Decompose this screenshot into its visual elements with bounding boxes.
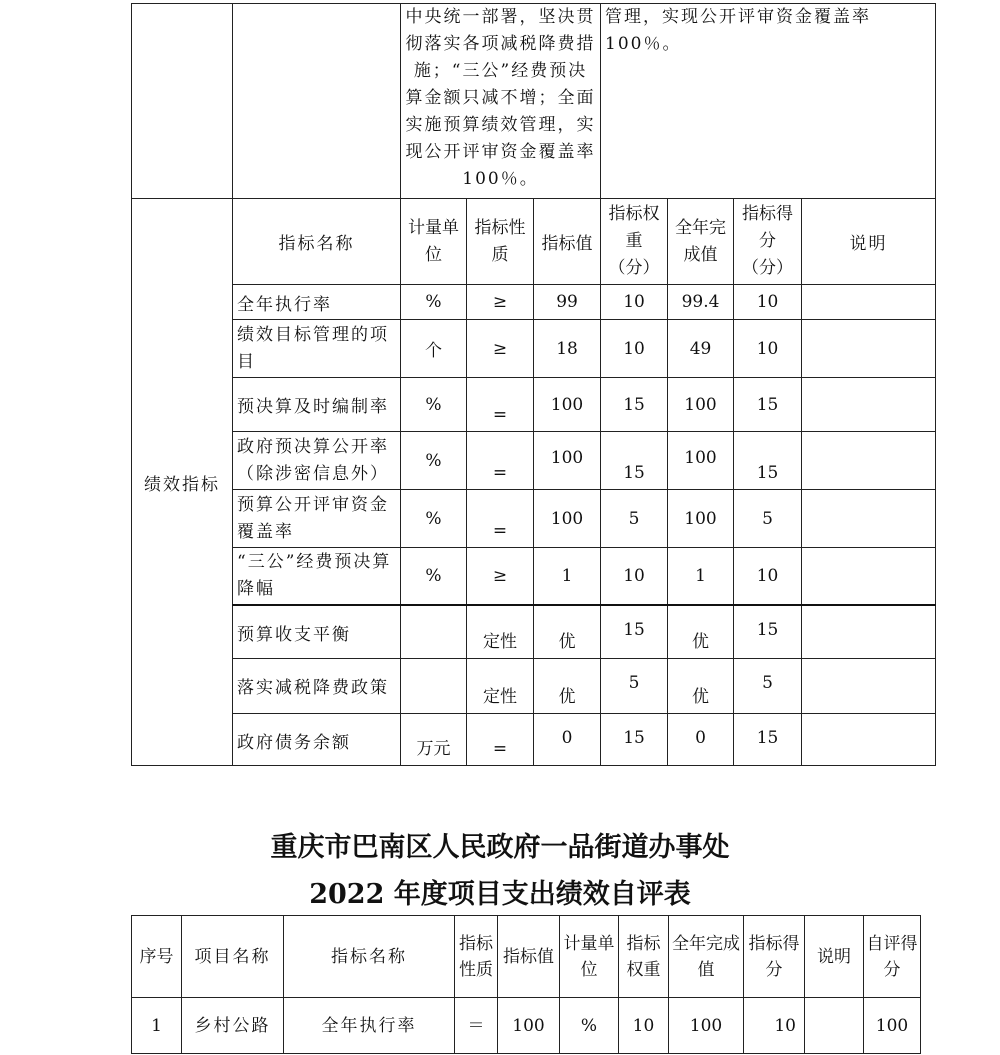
row-completed: 0 <box>668 714 734 766</box>
row-unit: 个 <box>401 320 467 378</box>
row-nature: = <box>467 714 534 766</box>
row-value: 100 <box>534 378 601 432</box>
row-nature: = <box>467 490 534 548</box>
row-nature: 定性 <box>467 659 534 714</box>
row-name: 落实减税降费政策 <box>233 659 401 714</box>
header-project: 项目名称 <box>182 916 284 998</box>
header-note: 说明 <box>805 916 864 998</box>
row-value: 100 <box>498 998 560 1054</box>
row-completed: 100 <box>668 378 734 432</box>
header-name: 指标名称 <box>233 199 401 285</box>
row-value: 100 <box>534 490 601 548</box>
row-note <box>805 998 864 1054</box>
header-row <box>132 916 921 998</box>
row-value: 优 <box>534 659 601 714</box>
project-self-evaluation-table <box>131 915 921 1054</box>
header-completed: 全年完成值 <box>668 199 734 285</box>
row-note <box>802 605 936 659</box>
header-score: 指标得分 <box>744 916 805 998</box>
header-completed: 全年完成值 <box>669 916 744 998</box>
row-unit: % <box>401 432 467 490</box>
row-note <box>802 490 936 548</box>
row-completed: 100 <box>668 432 734 490</box>
row-value: 优 <box>534 605 601 659</box>
row-nature: 定性 <box>467 605 534 659</box>
performance-indicator-table <box>131 3 936 766</box>
row-weight: 5 <box>601 659 668 714</box>
row-score: 5 <box>734 659 802 714</box>
page-title: 重庆市巴南区人民政府一品街道办事处 <box>270 832 730 863</box>
row-score: 10 <box>734 548 802 605</box>
table-row <box>132 320 936 378</box>
header-nature: 指标性质 <box>467 199 534 285</box>
row-completed: 99.4 <box>668 285 734 320</box>
row-completed: 优 <box>668 659 734 714</box>
row-value: 1 <box>534 548 601 605</box>
row-unit: 万元 <box>401 714 467 766</box>
row-note <box>802 659 936 714</box>
header-value: 指标值 <box>498 916 560 998</box>
row-unit: % <box>560 998 619 1054</box>
row-project: 乡村公路 <box>182 998 284 1054</box>
table-row <box>132 285 936 320</box>
row-unit: % <box>401 378 467 432</box>
table-row <box>132 998 921 1054</box>
header-self-score: 自评得分 <box>864 916 921 998</box>
row-score: 10 <box>734 285 802 320</box>
row-score: 10 <box>734 320 802 378</box>
section-label: 绩效指标 <box>132 199 233 766</box>
row-weight: 10 <box>601 320 668 378</box>
row-note <box>802 378 936 432</box>
row-score: 15 <box>734 605 802 659</box>
row-score: 5 <box>734 490 802 548</box>
row-weight: 5 <box>601 490 668 548</box>
row-nature: ≥ <box>467 548 534 605</box>
row-indicator: 全年执行率 <box>284 998 455 1054</box>
row-nature: = <box>467 378 534 432</box>
continuation-text-right: 管理，实现公开评审资金覆盖率100％。 <box>601 4 936 199</box>
row-name: “三公”经费预决算降幅 <box>233 548 401 605</box>
row-nature: ＝ <box>455 998 498 1054</box>
row-completed: 优 <box>668 605 734 659</box>
row-value: 18 <box>534 320 601 378</box>
row-weight: 15 <box>601 378 668 432</box>
row-unit: % <box>401 548 467 605</box>
table-row <box>132 378 936 432</box>
row-unit: % <box>401 285 467 320</box>
continuation-text-left: 中央统一部署，坚决贯彻落实各项减税降费措施；“三公”经费预决算金额只减不增；全面实施预算绩效管理，实现公开评审资金覆盖率100％。 <box>401 4 601 199</box>
row-note <box>802 714 936 766</box>
header-unit: 计量单位 <box>401 199 467 285</box>
row-name: 预决算及时编制率 <box>233 378 401 432</box>
header-weight: 指标权重 <box>619 916 669 998</box>
row-value: 99 <box>534 285 601 320</box>
row-note <box>802 320 936 378</box>
row-name: 绩效目标管理的项目 <box>233 320 401 378</box>
row-nature: ≥ <box>467 285 534 320</box>
row-note <box>802 285 936 320</box>
row-weight: 15 <box>601 432 668 490</box>
row-value: 0 <box>534 714 601 766</box>
row-name: 全年执行率 <box>233 285 401 320</box>
row-completed: 49 <box>668 320 734 378</box>
header-no: 序号 <box>132 916 182 998</box>
empty-cell <box>233 4 401 199</box>
row-score: 10 <box>744 998 805 1054</box>
row-unit <box>401 659 467 714</box>
header-note: 说明 <box>802 199 936 285</box>
header-row <box>132 199 936 285</box>
row-unit <box>401 605 467 659</box>
page-subtitle: 2022 年度项目支出绩效自评表 <box>309 879 691 910</box>
header-score: 指标得分（分） <box>734 199 802 285</box>
header-indicator: 指标名称 <box>284 916 455 998</box>
row-completed: 100 <box>669 998 744 1054</box>
row-name: 政府预决算公开率（除涉密信息外） <box>233 432 401 490</box>
header-nature: 指标性质 <box>455 916 498 998</box>
row-nature: ≥ <box>467 320 534 378</box>
header-weight: 指标权重（分） <box>601 199 668 285</box>
row-note <box>802 548 936 605</box>
table-row <box>132 432 936 490</box>
row-weight: 10 <box>601 285 668 320</box>
table-row <box>132 548 936 605</box>
table-row <box>132 714 936 766</box>
row-score: 15 <box>734 714 802 766</box>
row-name: 预算公开评审资金覆盖率 <box>233 490 401 548</box>
row-score: 15 <box>734 378 802 432</box>
row-completed: 100 <box>668 490 734 548</box>
row-score: 15 <box>734 432 802 490</box>
row-note <box>802 432 936 490</box>
row-no: 1 <box>132 998 182 1054</box>
header-unit: 计量单位 <box>560 916 619 998</box>
table-row <box>132 490 936 548</box>
row-weight: 10 <box>601 548 668 605</box>
row-weight: 10 <box>619 998 669 1054</box>
header-value: 指标值 <box>534 199 601 285</box>
empty-cell <box>132 4 233 199</box>
row-value: 100 <box>534 432 601 490</box>
table-row <box>132 659 936 714</box>
table-row <box>132 605 936 659</box>
row-completed: 1 <box>668 548 734 605</box>
row-self-score: 100 <box>864 998 921 1054</box>
row-weight: 15 <box>601 714 668 766</box>
row-name: 政府债务余额 <box>233 714 401 766</box>
row-nature: = <box>467 432 534 490</box>
row-name: 预算收支平衡 <box>233 605 401 659</box>
row-weight: 15 <box>601 605 668 659</box>
continuation-row <box>132 4 936 199</box>
row-unit: % <box>401 490 467 548</box>
